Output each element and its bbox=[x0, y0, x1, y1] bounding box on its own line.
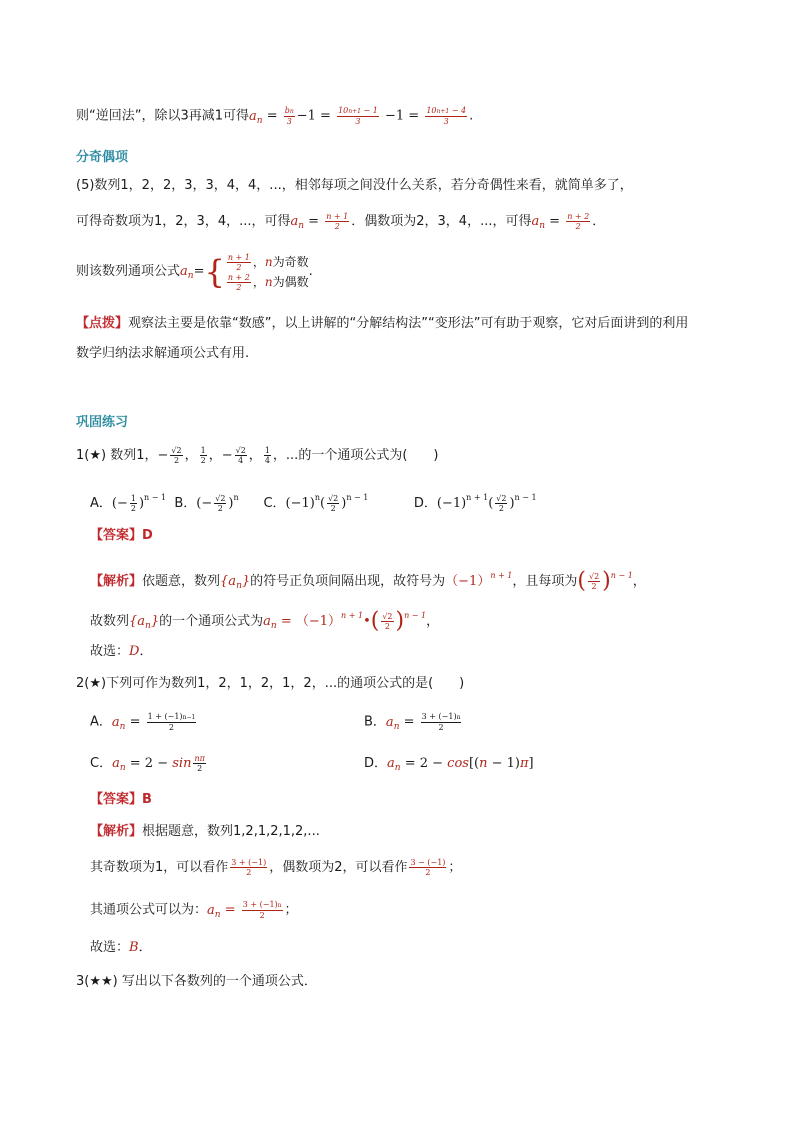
tip-tag: 【点拨】 bbox=[76, 316, 129, 331]
selected-answer: B bbox=[129, 940, 139, 955]
option-d: D． bbox=[413, 496, 437, 511]
explanation-tag: 【解析】 bbox=[90, 574, 143, 589]
selected-answer: D bbox=[129, 644, 140, 659]
q2-explanation-1 bbox=[90, 822, 320, 842]
option-d: D． bbox=[364, 756, 388, 771]
option-c: C． bbox=[90, 756, 113, 771]
q1-answer bbox=[90, 526, 153, 546]
section-heading-practice: 巩固练习 bbox=[76, 415, 129, 430]
q2-option-b: B．$a_n$ = $\frac{3 + (-1)n}{2}$ bbox=[364, 712, 461, 732]
text: 故数列 bbox=[90, 614, 130, 629]
text: 则该数列通项公式 bbox=[76, 264, 181, 279]
text: 的一个通项公式为 bbox=[159, 614, 264, 629]
q2-select: 故选：B． bbox=[90, 940, 152, 955]
explanation-tag: 【解析】 bbox=[90, 824, 143, 839]
answer-value: D bbox=[142, 528, 153, 543]
option-a: A． bbox=[90, 714, 112, 730]
answer-tag: 【答案】 bbox=[90, 528, 143, 543]
line-piecewise-formula: 则该数列通项公式$a_n=${ $\frac{n + 1}{2}$ ，n为奇数 $\frac{n + 2}{2}$ ，n为偶数 . bbox=[76, 252, 313, 292]
q1-explanation-1: 【解析】依题意，数列$\{a_n\}$的符号正负项间隔出现，故符号为$(-1)^{n + 1}$，且每项为( $\frac{√2}{2}$ )$^{n - 1}$， bbox=[90, 568, 646, 594]
option-a: A． bbox=[90, 496, 112, 511]
question-3 bbox=[76, 972, 317, 992]
tip-line-1 bbox=[76, 314, 688, 334]
q1-select: 故选：D． bbox=[90, 644, 153, 659]
question-1: 1(★) 数列1，− $\frac{√2}{2}$ ， $\frac{1}{2}$ ，− $\frac{√2}{4}$ ， $\frac{1}{4}$ ，...的一个通项公式为( ) bbox=[76, 446, 439, 465]
q1-explanation-2: 故数列$\{a_n\}$的一个通项公式为$a_n$ = $(-1)^{n + 1}•$( $\frac{√2}{2}$ )$^{n - 1}$， bbox=[90, 608, 440, 634]
option-b: B． bbox=[174, 496, 197, 511]
text: 可得奇数项为1，2，3，4，...，可得 bbox=[76, 214, 291, 229]
line-odd-even-terms: 可得奇数项为1，2，3，4，...，可得$a_n$ = $\frac{n + 1}{2}$ ．偶数项为2，3，4，...，可得$a_n$ = $\frac{n + 2}{2}$ ． bbox=[76, 212, 606, 231]
text: 写出以下各数列的一个通项公式． bbox=[121, 974, 317, 989]
text: ，且每项为 bbox=[512, 574, 578, 589]
tip-line-2: 数学归纳法求解通项公式有用. bbox=[76, 346, 250, 361]
q2-explanation-3: 其通项公式可以为：$a_n$ = $\frac{3 + (-1)n}{2}$ ； bbox=[90, 900, 298, 920]
text: 其通项公式可以为： bbox=[90, 902, 208, 918]
q2-option-d: D．$a_n = 2 - \cos[(n - 1)\pi]$ bbox=[364, 756, 534, 773]
text: 故选： bbox=[90, 940, 130, 955]
text: 的符号正负项间隔出现，故符号为 bbox=[250, 574, 446, 589]
text: ...的一个通项公式为( ) bbox=[285, 448, 439, 463]
text: 观察法主要是依靠“数感”，以上讲解的“分解结构法”“变形法”可有助于观察，它对后面讲到的利用 bbox=[128, 316, 689, 331]
q2-explanation-2: 其奇数项为1，可以看作 $\frac{3 + (-1)}{2}$ ，偶数项为2，可以看作 $\frac{3 - (-1)}{2}$ ； bbox=[90, 858, 462, 877]
text: 则“逆回法”，除以3再减1可得 bbox=[76, 108, 250, 124]
text: 故选： bbox=[90, 644, 130, 659]
answer-value: B bbox=[142, 792, 152, 807]
line-example-5: (5)数列1，2，2，3，3，4，4，...，相邻每项之间没什么关系，若分奇偶性来看，就简单多了， bbox=[76, 178, 633, 193]
q2-option-a: A．$a_n$ = $\frac{1 + (-1)n-1}{2}$ bbox=[90, 712, 196, 732]
option-b: B． bbox=[364, 714, 386, 730]
text: ，偶数项为2，可以看作 bbox=[269, 860, 408, 875]
answer-tag: 【答案】 bbox=[90, 792, 143, 807]
text: 1(★) 数列1， bbox=[76, 448, 158, 463]
section-heading-odd-even: 分奇偶项 bbox=[76, 150, 129, 165]
text: 根据题意，数列1,2,1,2,1,2,... bbox=[142, 824, 320, 839]
q2-answer bbox=[90, 790, 152, 810]
text: 依题意，数列 bbox=[142, 574, 221, 589]
text: 其奇数项为1，可以看作 bbox=[90, 860, 229, 875]
q2-option-c: C．$a_n = 2 - \sin$ $\frac{n\pi}{2}$ bbox=[90, 754, 205, 773]
question-2: 2(★)下列可作为数列1，2，1，2，1，2，...的通项公式的是( ) bbox=[76, 676, 465, 691]
line-inverse-method: 则“逆回法”，除以3再减1可得$a_n$ = $\frac{bn}{3}$ −1 = $\frac{10n+1 - 1}{3}$ −1 = $\frac{10n+1 - 4}{3}$ . bbox=[76, 106, 474, 126]
text: ．偶数项为2，3，4，...，可得 bbox=[351, 214, 532, 229]
text: 3(★★) bbox=[76, 974, 118, 989]
q1-options: A．(− $\frac{1}{2}$ )$^{n - 1}$ B．(− $\frac{√2}{2}$ )$^n$ C．$(-1)^n$( $\frac{√2}{2}$ )$^{n - 1}$ D．$(-1)^{n + 1}$( $\frac{√2}{2}$ )$^{n - 1}$ bbox=[90, 493, 537, 513]
option-c: C． bbox=[263, 496, 286, 511]
